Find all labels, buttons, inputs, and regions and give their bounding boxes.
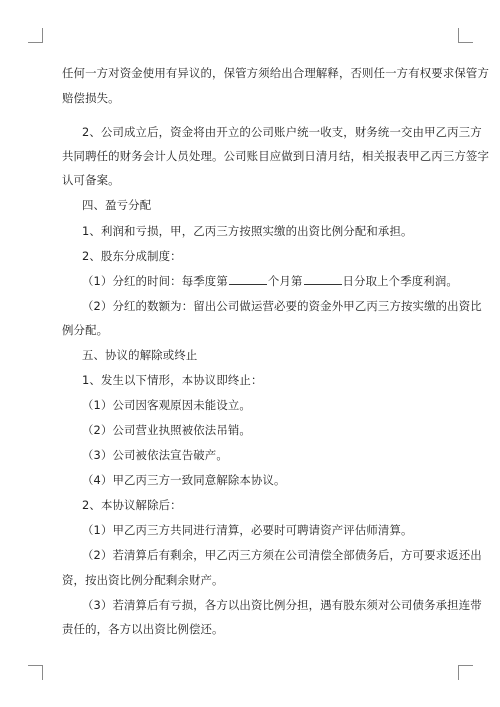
paragraph-line: 1、利润和亏损，甲，乙丙三方按照实缴的出资比例分配和承担。 — [82, 224, 413, 238]
paragraph-line: 2、股东分成制度： — [82, 249, 182, 263]
paragraph-line: （2）公司营业执照被依法吊销。 — [82, 423, 251, 437]
crop-mark-bottom-right — [458, 665, 473, 680]
section-heading: 四、盈亏分配 — [82, 198, 152, 212]
paragraph-line: （2）分红的数额为：留出公司做运营必要的资金外甲乙丙三方按实缴的出资比 — [82, 299, 482, 313]
paragraph-line: 2、本协议解除后： — [82, 498, 182, 512]
paragraph-line: （3）公司被依法宣告破产。 — [82, 448, 228, 462]
crop-mark-top-right — [458, 28, 473, 43]
fill-in-blank[interactable] — [229, 274, 267, 285]
crop-mark-top-left — [28, 28, 43, 43]
paragraph-line: 认可备案。 — [62, 173, 120, 187]
paragraph-line: （1）甲乙丙三方共同进行清算，必要时可聘请资产评估师清算。 — [82, 523, 413, 537]
paragraph-line: （1）公司因客观原因未能设立。 — [82, 398, 251, 412]
paragraph-line: 资，按出资比例分配剩余财产。 — [62, 573, 224, 587]
text-segment: 个月第 — [267, 274, 303, 288]
text-segment: 日分取上个季度利润。 — [342, 274, 458, 288]
paragraph-line: （2）若清算后有剩余，甲乙丙三方须在公司清偿全部债务后，方可要求返还出 — [82, 548, 482, 562]
paragraph-line-with-blanks — [82, 274, 458, 288]
paragraph-line: 责任的，各方以出资比例偿还。 — [62, 622, 224, 636]
text-segment: （1）分红的时间：每季度第 — [82, 274, 228, 288]
paragraph-line: 2、公司成立后，资金将由开立的公司账户统一收支，财务统一交由甲乙丙三方 — [82, 125, 482, 139]
fill-in-blank[interactable] — [304, 274, 342, 285]
paragraph-line: 赔偿损失。 — [62, 91, 120, 105]
paragraph-line: （3）若清算后有亏损，各方以出资比例分担，遇有股东须对公司债务承担连带 — [82, 598, 482, 612]
crop-mark-bottom-left — [28, 665, 43, 680]
paragraph-line: 共同聘任的财务会计人员处理。公司账目应做到日清月结，相关报表甲乙丙三方签字 — [62, 149, 490, 163]
paragraph-line: 任何一方对资金使用有异议的，保管方须给出合理解释，否则任一方有权要求保管方 — [62, 66, 490, 80]
paragraph-line: 1、发生以下情形，本协议即终止： — [82, 373, 263, 387]
section-heading: 五、协议的解除或终止 — [82, 348, 198, 362]
paragraph-line: 例分配。 — [62, 323, 109, 337]
paragraph-line: （4）甲乙丙三方一致同意解除本协议。 — [82, 473, 286, 487]
